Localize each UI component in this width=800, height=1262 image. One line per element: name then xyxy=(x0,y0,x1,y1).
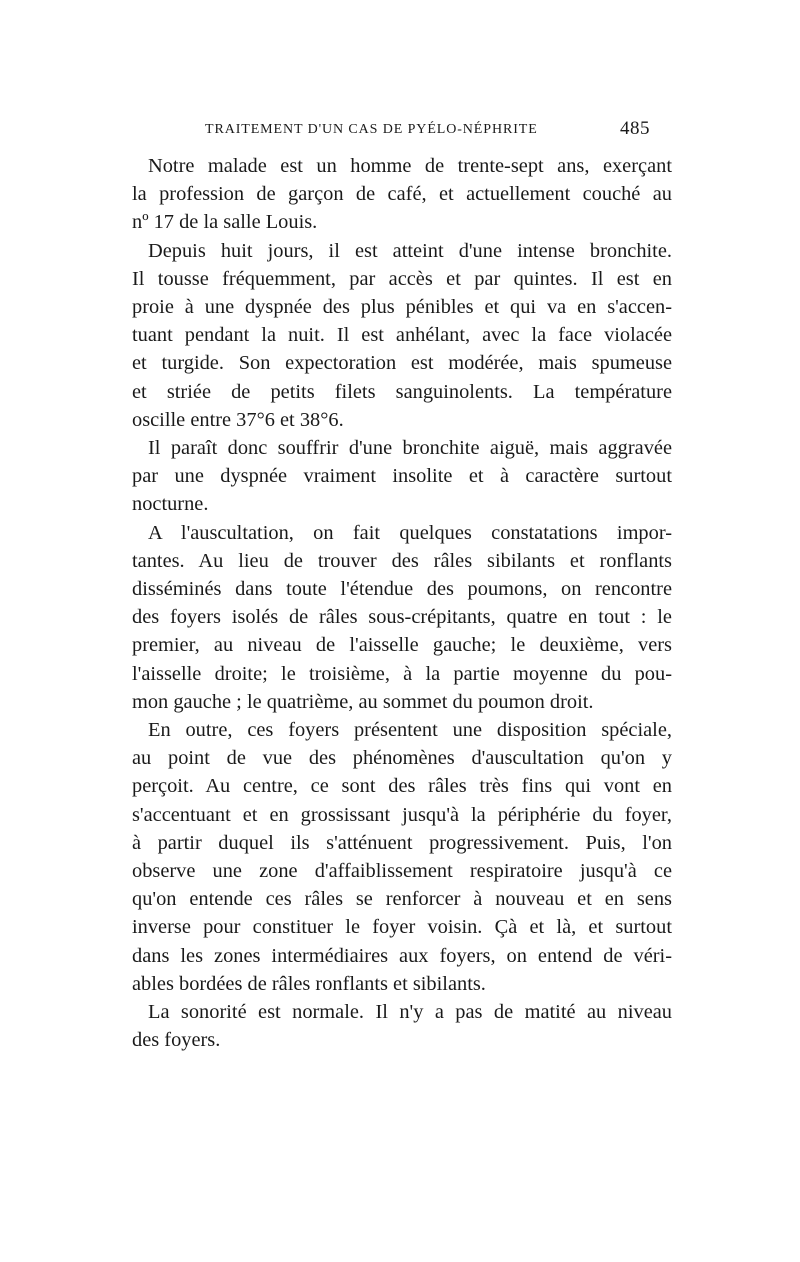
page-number: 485 xyxy=(620,118,650,139)
text-line: inverse pour constituer le foyer voisin. Çà et là, et surtout xyxy=(132,916,672,939)
text-line: s'accentuant et en grossissant jusqu'à la périphérie du foyer, xyxy=(132,803,672,826)
text-line: ables bordées de râles ronflants et sibilants. xyxy=(132,972,486,995)
text-line: et turgide. Son expectoration est modérée, mais spumeuse xyxy=(132,352,672,375)
text-line: et striée de petits filets sanguinolents. La température xyxy=(132,380,672,403)
text-line: Il paraît donc souffrir d'une bronchite aiguë, mais aggravée xyxy=(148,437,672,460)
paragraph xyxy=(132,237,672,434)
paragraph xyxy=(132,716,672,998)
text-line: proie à une dyspnée des plus pénibles et qui va en s'accen- xyxy=(132,296,672,319)
text-line: Depuis huit jours, il est atteint d'une intense bronchite. xyxy=(148,239,672,262)
paragraph xyxy=(132,434,672,519)
text-line: tantes. Au lieu de trouver des râles sibilants et ronflants xyxy=(132,549,672,572)
text-line: oscille entre 37°6 et 38°6. xyxy=(132,408,344,431)
paragraph xyxy=(132,152,672,237)
running-head xyxy=(205,120,650,146)
text-line: la profession de garçon de café, et actuellement couché au xyxy=(132,183,672,206)
text-line: à partir duquel ils s'atténuent progressivement. Puis, l'on xyxy=(132,831,672,854)
text-line: disséminés dans toute l'étendue des poumons, on rencontre xyxy=(132,578,672,601)
text-line: des foyers. xyxy=(132,1029,221,1052)
text-line: par une dyspnée vraiment insolite et à caractère surtout xyxy=(132,465,672,488)
body-text xyxy=(132,152,672,1055)
running-title: TRAITEMENT D'UN CAS DE PYÉLO-NÉPHRITE xyxy=(205,122,538,137)
text-line: A l'auscultation, on fait quelques constatations impor- xyxy=(148,521,672,544)
text-line: En outre, ces foyers présentent une disposition spéciale, xyxy=(148,719,672,742)
text-line: tuant pendant la nuit. Il est anhélant, avec la face violacée xyxy=(132,324,672,347)
text-line: nº 17 de la salle Louis. xyxy=(132,211,318,234)
text-line: dans les zones intermédiaires aux foyers, on entend de véri- xyxy=(132,944,672,967)
paragraph xyxy=(132,519,672,716)
text-line: premier, au niveau de l'aisselle gauche; le deuxième, vers xyxy=(132,634,672,657)
text-line: La sonorité est normale. Il n'y a pas de matité au niveau xyxy=(148,1001,672,1024)
text-line: qu'on entende ces râles se renforcer à nouveau et en sens xyxy=(132,888,672,911)
paragraph xyxy=(132,998,672,1054)
text-line: mon gauche ; le quatrième, au sommet du poumon droit. xyxy=(132,690,594,713)
text-line: des foyers isolés de râles sous-crépitants, quatre en tout : le xyxy=(132,606,672,629)
text-line: observe une zone d'affaiblissement respiratoire jusqu'à ce xyxy=(132,860,672,883)
text-line: Notre malade est un homme de trente-sept ans, exerçant xyxy=(148,155,672,177)
text-line: perçoit. Au centre, ce sont des râles très fins qui vont en xyxy=(132,775,672,798)
text-line: l'aisselle droite; le troisième, à la partie moyenne du pou- xyxy=(132,662,672,685)
text-line: nocturne. xyxy=(132,493,209,516)
text-line: Il tousse fréquemment, par accès et par quintes. Il est en xyxy=(132,267,672,290)
text-line: au point de vue des phénomènes d'auscultation qu'on y xyxy=(132,747,672,770)
